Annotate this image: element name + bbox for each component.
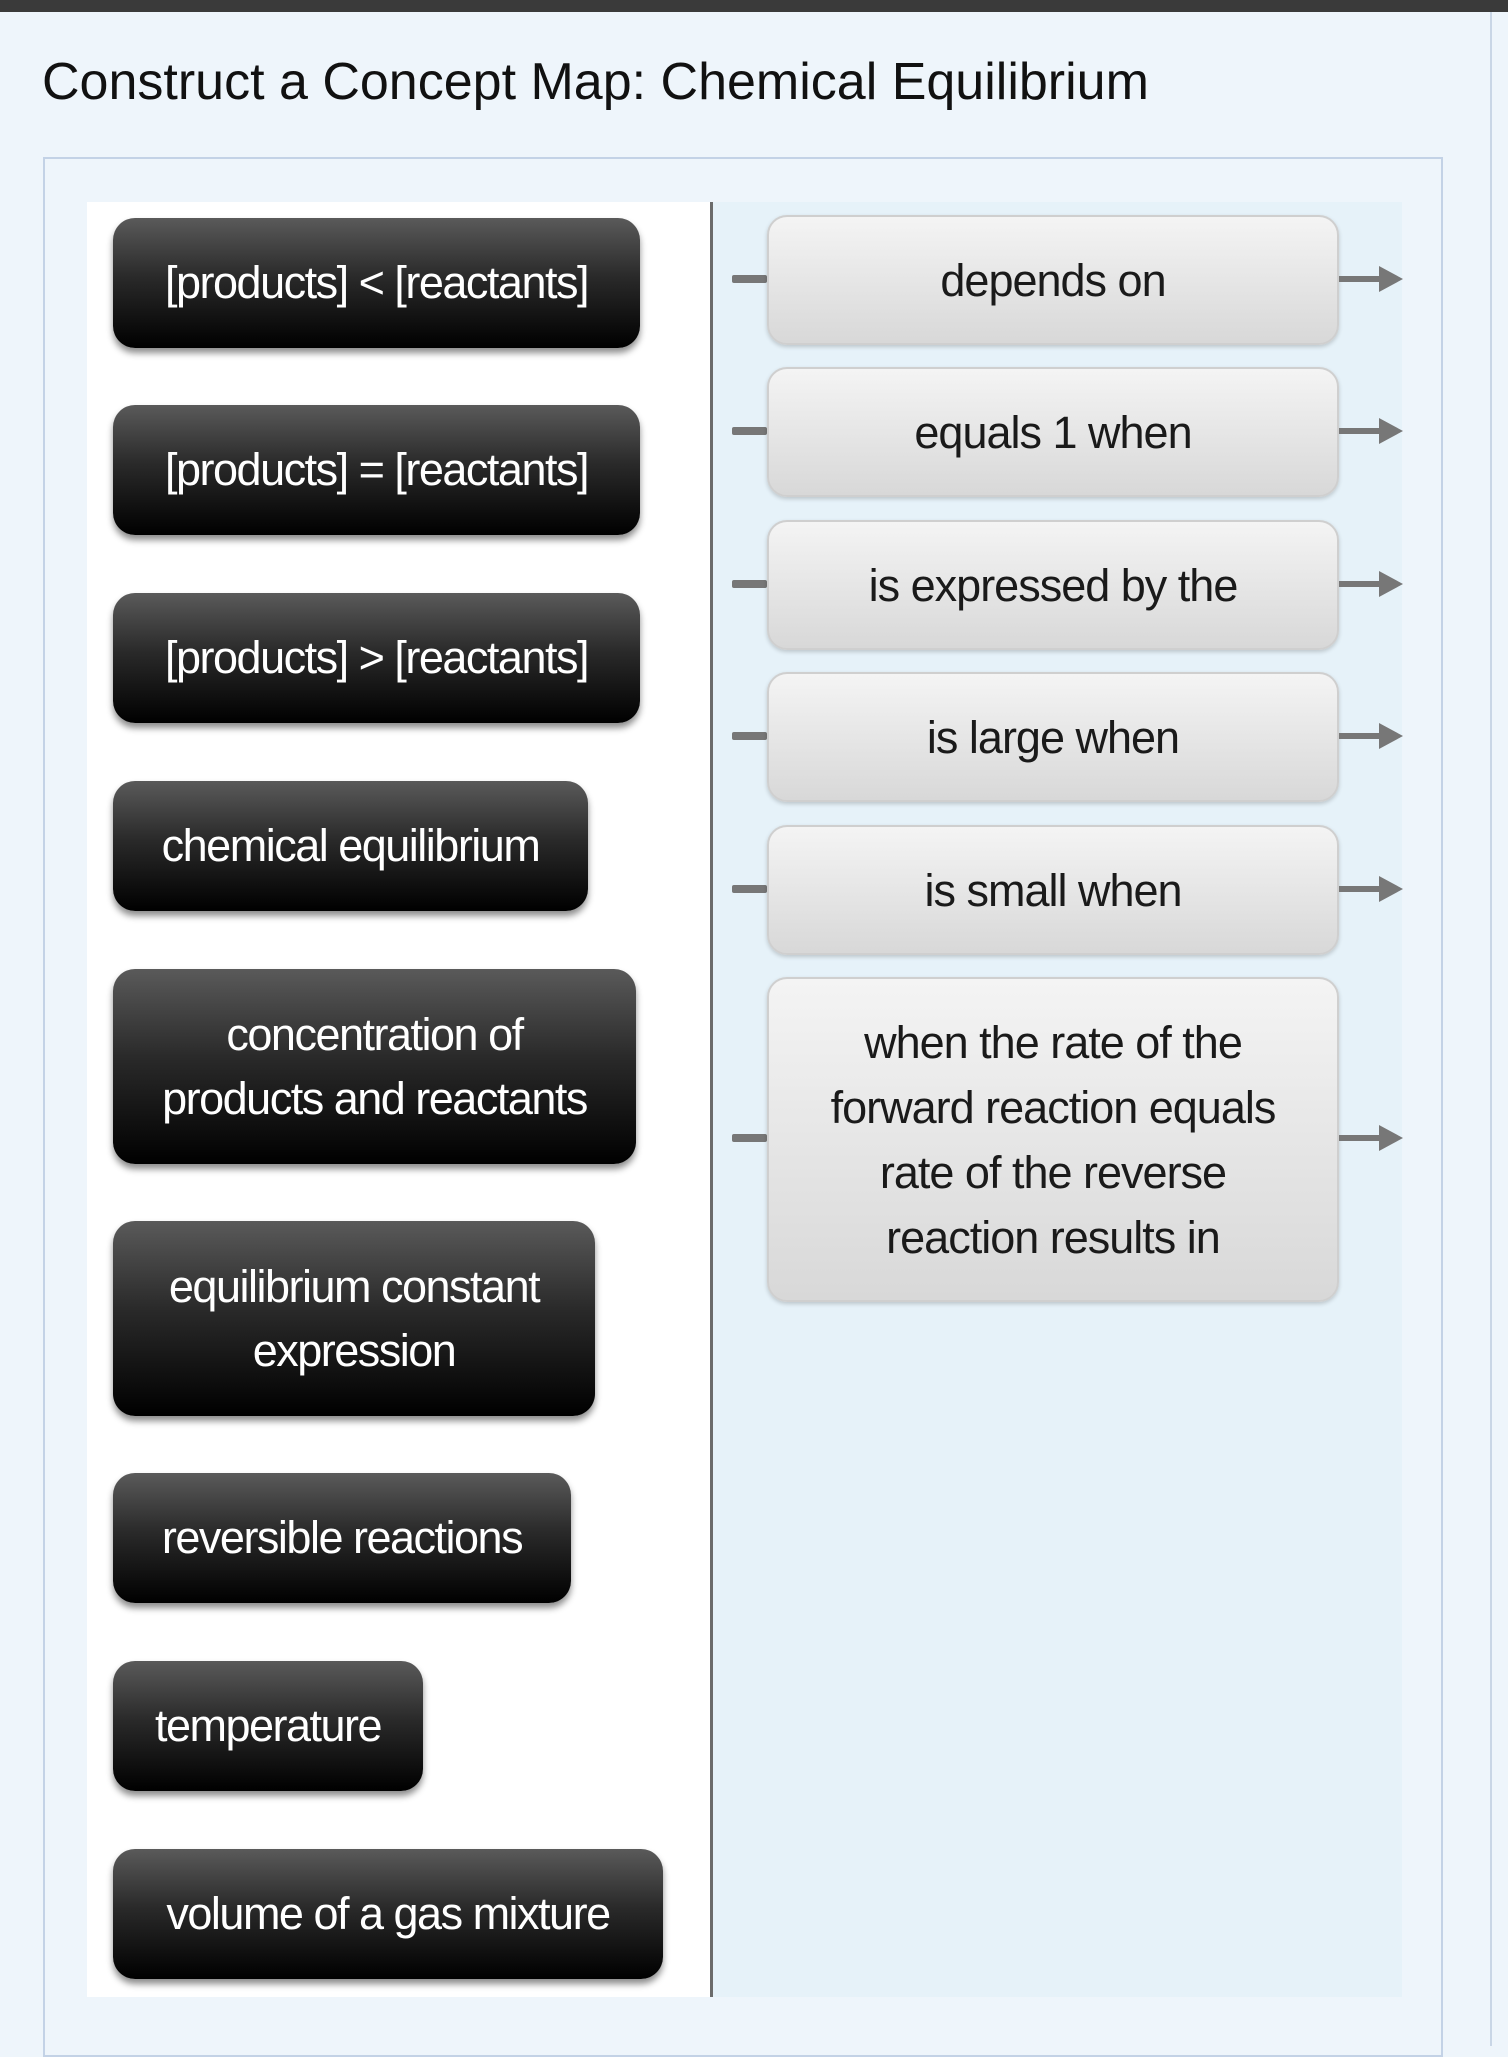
concept-label: [products] = [reactants] <box>165 444 588 495</box>
link-phrase-is-expressed-by-the[interactable] <box>767 520 1339 650</box>
arrow-right-icon <box>1339 874 1403 904</box>
page-title: Construct a Concept Map: Chemical Equilibrium <box>42 53 1149 111</box>
concept-tile-products-greater-than-reactants[interactable] <box>113 593 640 723</box>
concept-tile-reversible-reactions[interactable] <box>113 1473 571 1603</box>
concept-label: reversible reactions <box>161 1512 523 1563</box>
concept-label: temperature <box>154 1700 382 1751</box>
link-phrase-when-rates-equal-results-in[interactable] <box>767 977 1339 1302</box>
link-label: is small when <box>924 864 1182 916</box>
link-label: equals 1 when <box>914 406 1192 458</box>
concept-tile-products-less-than-reactants[interactable] <box>113 218 640 348</box>
link-connector-stub <box>732 580 767 588</box>
link-connector-stub <box>732 1134 767 1142</box>
link-connector-stub <box>732 275 767 283</box>
link-phrase-is-small-when[interactable] <box>767 825 1339 955</box>
link-connector-stub <box>732 732 767 740</box>
arrow-right-icon <box>1339 416 1403 446</box>
arrow-right-icon <box>1339 1123 1403 1153</box>
link-connector-stub <box>732 885 767 893</box>
arrow-right-icon <box>1339 264 1403 294</box>
concept-tile-temperature[interactable] <box>113 1661 423 1791</box>
link-connector-stub <box>732 427 767 435</box>
link-phrase-depends-on[interactable] <box>767 215 1339 345</box>
concept-tile-products-equal-reactants[interactable] <box>113 405 640 535</box>
top-border <box>0 0 1508 12</box>
link-label: when the rate of the forward reaction equals rate of the reverse reaction results in <box>830 1016 1276 1263</box>
concept-tile-chemical-equilibrium[interactable] <box>113 781 588 911</box>
link-label: is expressed by the <box>868 559 1238 611</box>
concept-tile-volume-of-gas-mixture[interactable] <box>113 1849 663 1979</box>
link-label: depends on <box>940 254 1166 306</box>
link-phrase-equals-1-when[interactable] <box>767 367 1339 497</box>
concept-label: equilibrium constant expression <box>168 1260 540 1376</box>
page-right-edge <box>1490 12 1492 2046</box>
concept-tile-equilibrium-constant-expression[interactable] <box>113 1221 595 1416</box>
concept-label: volume of a gas mixture <box>166 1888 610 1939</box>
arrow-right-icon <box>1339 721 1403 751</box>
concept-label: chemical equilibrium <box>161 820 540 871</box>
link-phrase-is-large-when[interactable] <box>767 672 1339 802</box>
concept-label: [products] < [reactants] <box>165 257 588 308</box>
arrow-right-icon <box>1339 569 1403 599</box>
concept-label: concentration of products and reactants <box>162 1008 587 1124</box>
link-label: is large when <box>926 711 1180 763</box>
concept-label: [products] > [reactants] <box>165 632 588 683</box>
concept-tile-concentration[interactable] <box>113 969 636 1164</box>
